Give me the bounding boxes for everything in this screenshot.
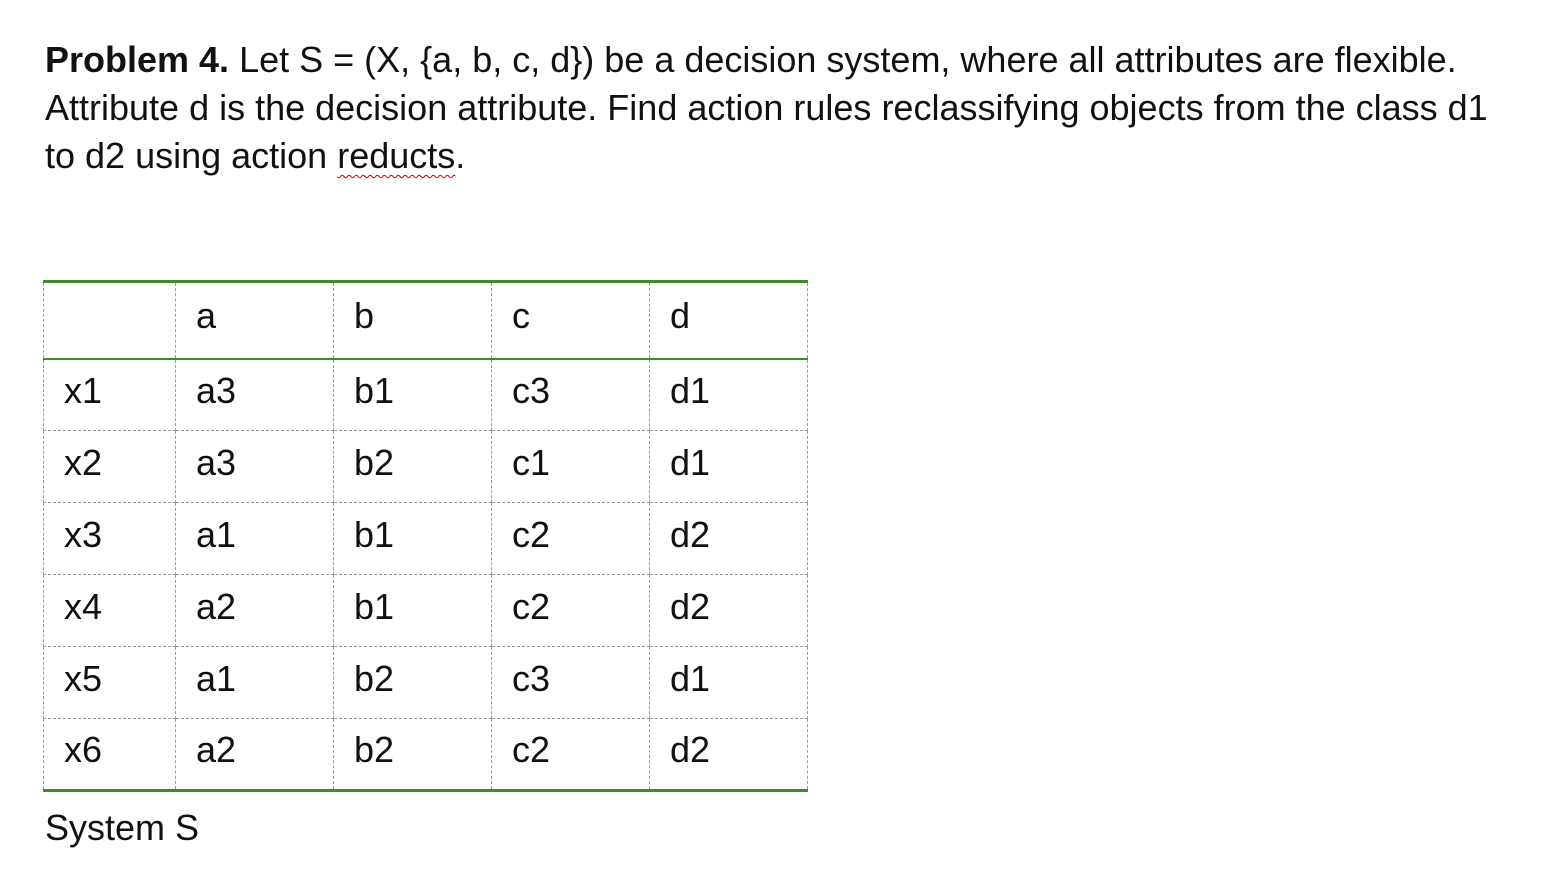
table-cell: a2 [176,575,334,647]
table-cell: d2 [650,503,808,575]
header-cell-b: b [334,282,492,359]
table-cell: x1 [44,359,176,431]
problem-statement [45,36,1525,180]
table-cell: c2 [492,719,650,791]
header-cell-d: d [650,282,808,359]
table-cell: a1 [176,647,334,719]
table-row [44,431,808,503]
table-cell: d2 [650,575,808,647]
table-caption: System S [45,807,200,848]
table-cell: b2 [334,719,492,791]
header-cell-object [44,282,176,359]
table-cell: b2 [334,647,492,719]
table-cell: d1 [650,359,808,431]
table-cell: a2 [176,719,334,791]
table-cell: a3 [176,359,334,431]
table-cell: x4 [44,575,176,647]
table-header-row [44,282,808,359]
decision-table [43,280,808,792]
table-cell: b1 [334,575,492,647]
problem-text-end: . [455,135,466,176]
table-cell: x3 [44,503,176,575]
header-cell-a: a [176,282,334,359]
table-cell: d1 [650,431,808,503]
header-cell-c: c [492,282,650,359]
table-cell: c2 [492,503,650,575]
table-cell: b1 [334,503,492,575]
table-cell: c2 [492,575,650,647]
table-cell: x6 [44,719,176,791]
table-row [44,359,808,431]
table-cell: d2 [650,719,808,791]
table-row [44,719,808,791]
table-cell: c3 [492,359,650,431]
table-cell: c1 [492,431,650,503]
table-cell: a3 [176,431,334,503]
table-cell: x2 [44,431,176,503]
table-row [44,647,808,719]
table-cell: x5 [44,647,176,719]
problem-label: Problem 4. [45,39,230,80]
table-row [44,503,808,575]
table-cell: a1 [176,503,334,575]
problem-text: Let S = (X, {a, b, c, d}) be a decision system, where all attributes are flexible. Attribute d is the decision attribute. Find action rules reclassifying objects from the class d1 to d2 using action [45,39,1488,176]
table-cell: c3 [492,647,650,719]
table-cell: d1 [650,647,808,719]
table-cell: b2 [334,431,492,503]
table-cell: b1 [334,359,492,431]
table-row [44,575,808,647]
spellcheck-word[interactable]: reducts [337,135,456,176]
